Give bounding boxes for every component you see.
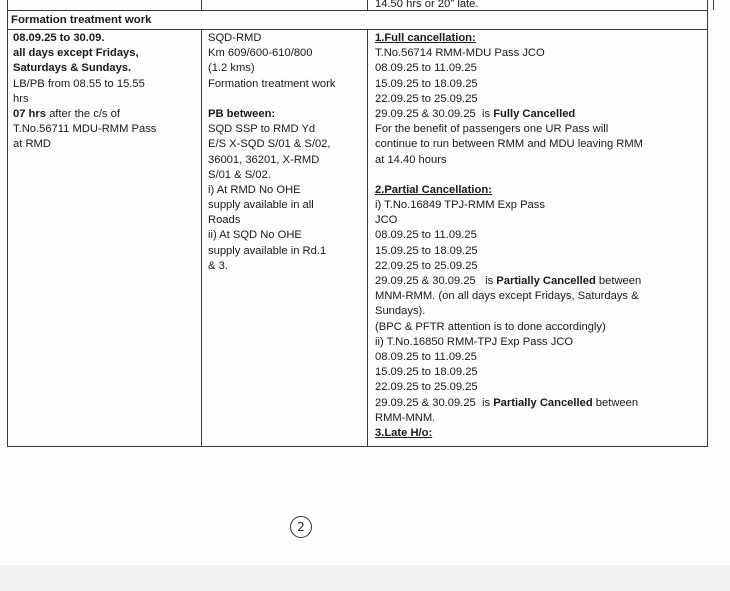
duration-value: 07 hrs	[13, 107, 46, 120]
table-bottom-border	[7, 446, 707, 447]
date-line: 08.09.25 to 11.09.25	[375, 62, 477, 75]
status-prefix: is	[475, 107, 494, 120]
section-line: Km 609/600-610/800	[208, 47, 313, 60]
status-suffix: between	[592, 396, 639, 409]
block-duration	[13, 107, 156, 122]
page-number: 2	[290, 516, 312, 538]
late-handover-heading: 3.Late H/o:	[375, 426, 433, 439]
pb-line: supply available in Rd.1	[208, 244, 327, 257]
date-text: 29.09.25 & 30.09.25	[375, 275, 476, 287]
viewer-bottom-band	[0, 565, 730, 591]
reference-train: T.No.56711 MDU-RMM Pass	[13, 123, 157, 136]
status-prefix: is	[475, 396, 494, 409]
pb-line: E/S X-SQD S/01 & S/02,	[208, 138, 331, 151]
note-line: MNM-RMM. (on all days except Fridays, Saturdays &	[375, 290, 639, 303]
pb-line: SQD SSP to RMD Yd	[208, 123, 316, 136]
table-right-border	[707, 0, 708, 447]
schedule-cell	[13, 31, 156, 153]
note-line: For the benefit of passengers one UR Pass will	[375, 123, 609, 136]
column-divider-1	[201, 0, 202, 11]
date-line: 08.09.25 to 11.09.25	[375, 350, 477, 363]
status-line	[375, 107, 643, 122]
pb-line: 36001, 36201, X-RMD	[208, 153, 320, 166]
date-text: 29.09.25 & 30.09.25	[375, 396, 476, 409]
spacer	[375, 168, 643, 183]
date-line: 08.09.25 to 11.09.25	[375, 229, 477, 242]
section-line: Formation treatment work	[208, 77, 336, 90]
time-window: LB/PB from 08.55 to 15.55	[13, 77, 145, 90]
status-text: Partially Cancelled	[496, 275, 596, 287]
route-line: RMM-MNM.	[375, 411, 436, 424]
status-prefix: is	[475, 275, 497, 287]
date-line: 15.09.25 to 18.09.25	[375, 366, 478, 379]
location: at RMD	[13, 138, 51, 151]
date-line: 15.09.25 to 18.09.25	[375, 77, 478, 90]
train-line: T.No.56714 RMM-MDU Pass JCO	[375, 47, 545, 60]
status-text: Partially Cancelled	[493, 396, 593, 409]
pb-line: & 3.	[208, 259, 228, 272]
pb-line: Roads	[208, 214, 241, 227]
section-details-cell	[208, 31, 335, 274]
note-line: at 14.40 hours	[375, 153, 447, 166]
outer-right-edge	[713, 0, 714, 10]
date-text: 29.09.25 & 30.09.25	[375, 107, 476, 120]
train-line: ii) T.No.16850 RMM-TPJ Exp Pass JCO	[375, 335, 574, 348]
date-line: 22.09.25 to 25.09.25	[375, 92, 478, 105]
duration-text: after the c/s of	[45, 107, 120, 120]
date-line: 22.09.25 to 25.09.25	[375, 381, 478, 394]
column-divider-1	[201, 29, 202, 447]
time-window-unit: hrs	[13, 92, 29, 105]
top-row-remark: 14.50 hrs or 20" late.	[375, 0, 479, 10]
section-line: (1.2 kms)	[208, 62, 255, 75]
pb-line: S/01 & S/02.	[208, 168, 271, 181]
pb-heading: PB between:	[208, 107, 276, 120]
table-left-border	[7, 0, 8, 447]
status-suffix: between	[595, 275, 642, 287]
section-title: Formation treatment work	[11, 14, 152, 26]
pb-line: ii) At SQD No OHE	[208, 229, 302, 242]
header-row-border	[7, 29, 707, 30]
pb-line: supply available in all	[208, 199, 314, 212]
column-divider-2	[367, 29, 368, 447]
date-line: 22.09.25 to 25.09.25	[375, 259, 478, 272]
days-line: all days except Fridays,	[13, 47, 139, 60]
cancellation-cell	[375, 31, 643, 441]
spacer	[208, 92, 335, 107]
date-line: 15.09.25 to 18.09.25	[375, 244, 478, 257]
train-line: i) T.No.16849 TPJ-RMM Exp Pass	[375, 199, 545, 212]
note-line: continue to run between RMM and MDU leaving RMM	[375, 138, 643, 151]
status-line	[375, 396, 643, 411]
column-divider-2	[367, 0, 368, 11]
table-top-border	[7, 10, 707, 11]
pb-line: i) At RMD No OHE	[208, 183, 301, 196]
date-range: 08.09.25 to 30.09.	[13, 32, 105, 44]
status-text: Fully Cancelled	[493, 107, 576, 120]
section-line: SQD-RMD	[208, 32, 262, 44]
days-line: Saturdays & Sundays.	[13, 62, 132, 75]
partial-cancellation-heading: 2.Partial Cancellation:	[375, 183, 492, 196]
note-line: Sundays).	[375, 305, 426, 318]
status-line	[375, 274, 643, 289]
full-cancellation-heading: 1.Full cancellation:	[375, 32, 476, 44]
note-line: (BPC & PFTR attention is to done accordingly)	[375, 320, 606, 333]
train-line: JCO	[375, 214, 398, 227]
